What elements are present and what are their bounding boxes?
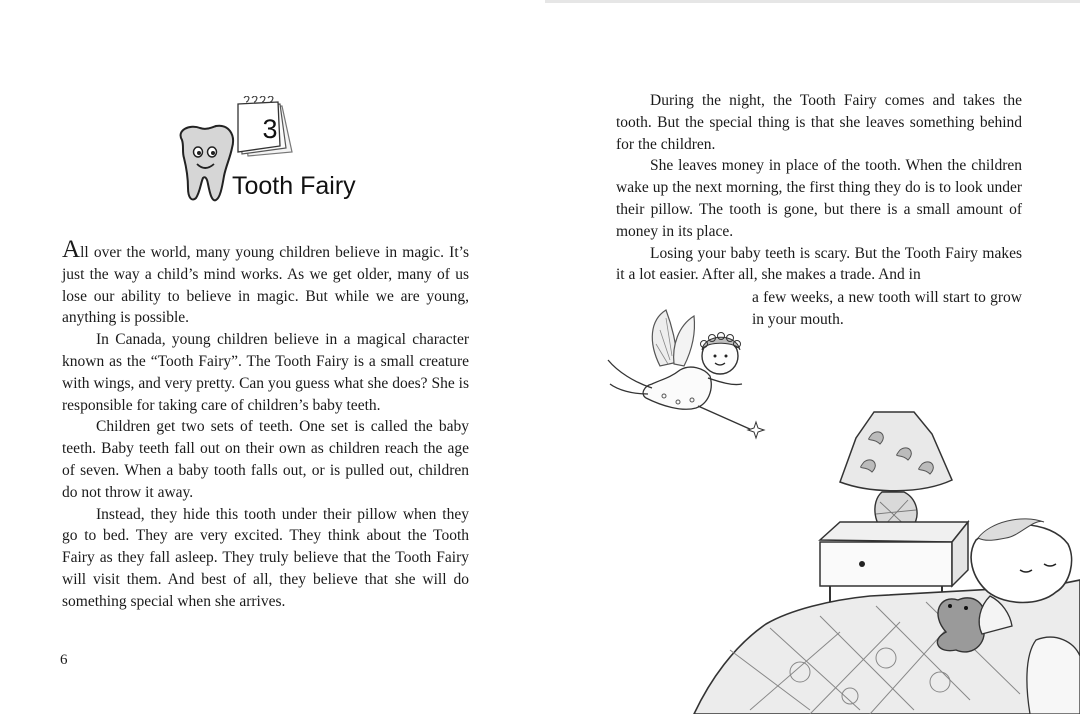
paragraph-6: She leaves money in place of the tooth. When the children wake up the next morning, the first thing they do is to look under their pillow. The tooth is gone, but there is a small amount of money in its place. (616, 157, 1022, 240)
left-page-body (62, 236, 469, 613)
paragraph-5: During the night, the Tooth Fairy comes and takes the tooth. But the special thing is that she leaves something behind for the children. (616, 92, 1022, 153)
chapter-number: 3 (262, 114, 278, 144)
chapter-title: Tooth Fairy (232, 172, 356, 200)
paragraph-2: In Canada, young children believe in a magical character known as the “Tooth Fairy”. The Tooth Fairy is a small creature with wings, and very pretty. Can you guess what she does? She is responsible for taking care of children’s baby teeth. (62, 331, 469, 414)
paragraph-7-continued: a few weeks, a new tooth will start to grow in your mouth. (752, 289, 1022, 328)
drop-cap: A (62, 236, 81, 263)
sleeping-child-illustration (690, 410, 1080, 714)
page-edge-shade (545, 0, 1080, 3)
paragraph-1-text: ll over the world, many young children believe in magic. It’s just the way a child’s mind works. As we get older, many of us lose our ability to believe in magic. But while we are young, anything is possible. (62, 244, 469, 327)
paragraph-3: Children get two sets of teeth. One set is called the baby teeth. Baby teeth fall out on their own as children reach the age of seven. When a baby tooth falls out, or is pulled out, children do not throw it away. (62, 418, 469, 501)
tooth-icon (172, 122, 240, 204)
paragraph-1 (62, 236, 469, 329)
paragraph-7: Losing your baby teeth is scary. But the Tooth Fairy makes it a lot easier. After all, she makes a trade. And in (616, 244, 1022, 284)
right-page-body (616, 90, 1022, 286)
paragraph-4: Instead, they hide this tooth under their pillow when they go to bed. They are very excited. They think about the Tooth Fairy as they fall asleep. They truly believe that the Tooth Fairy will visit them. And best of all, they believe that she will do something special when she arrives. (62, 505, 469, 610)
page-number: 6 (60, 652, 68, 668)
